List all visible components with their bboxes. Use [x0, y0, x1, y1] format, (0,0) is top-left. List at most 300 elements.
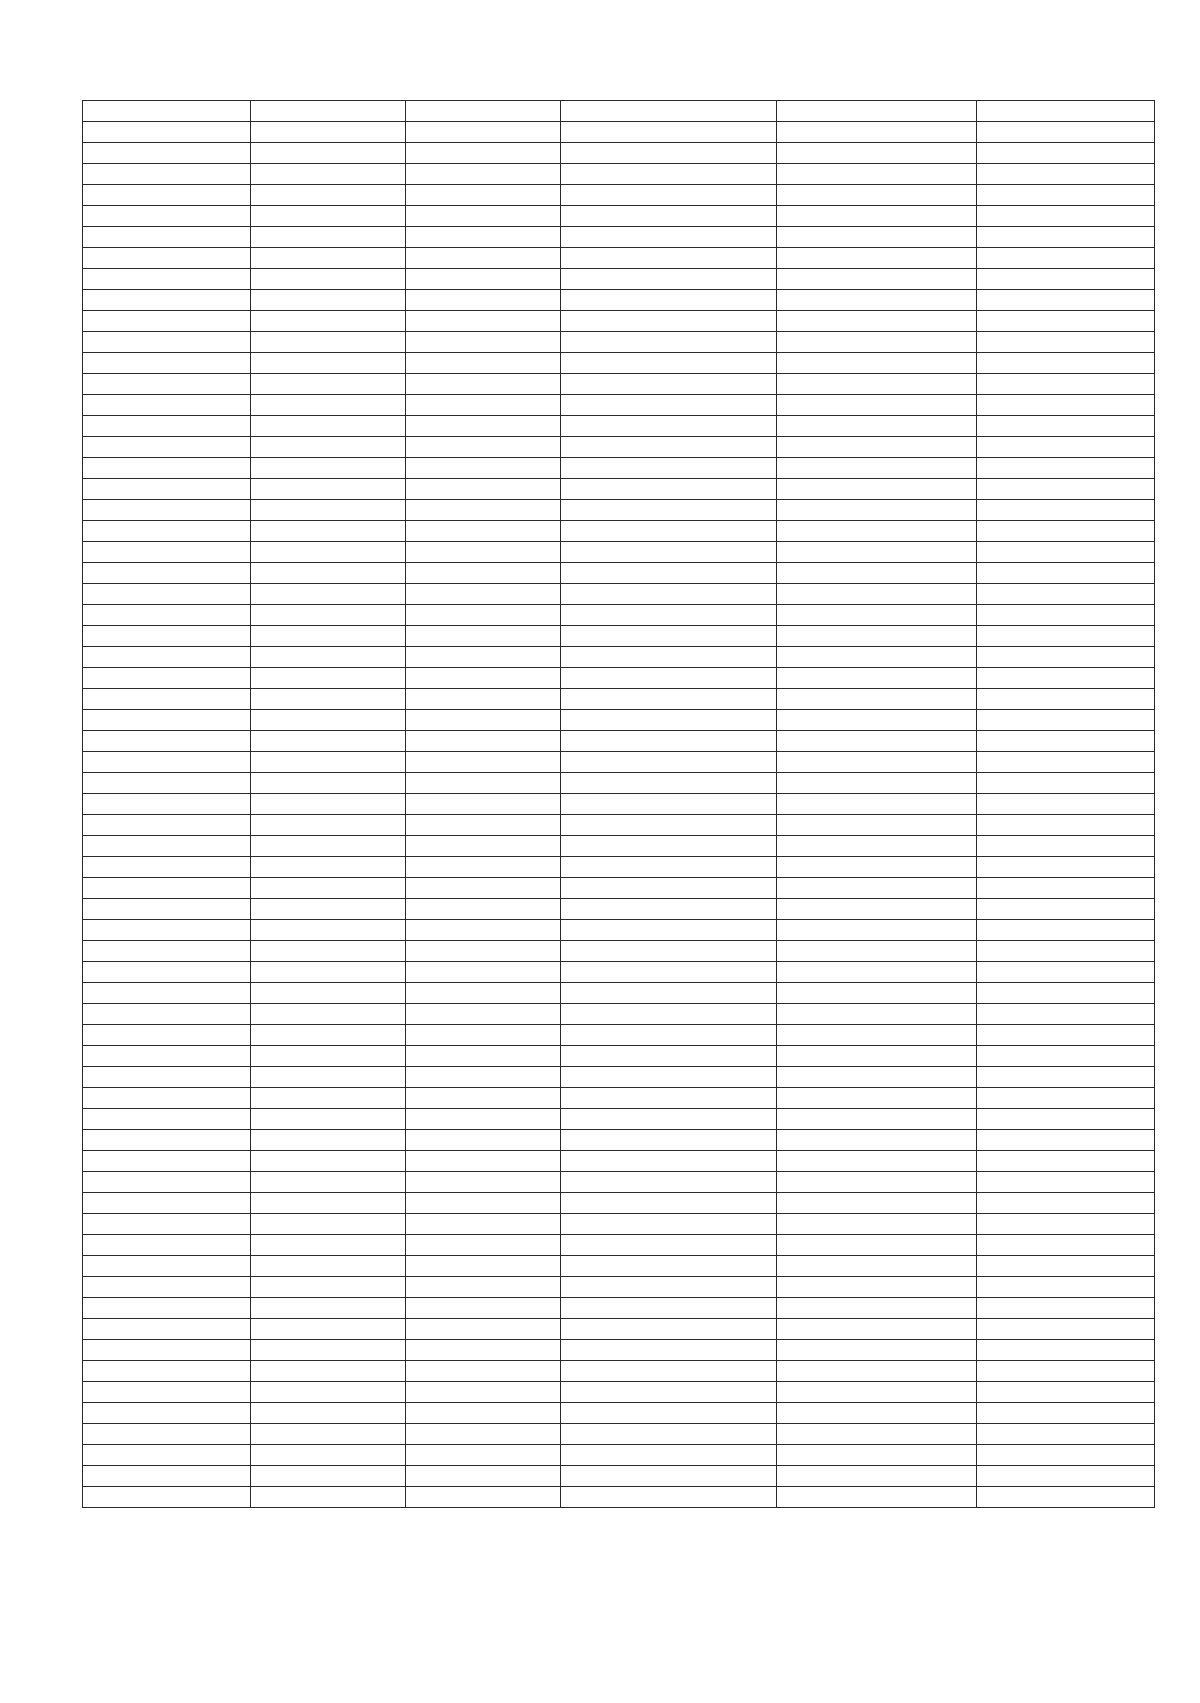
point-number-cell [83, 1172, 251, 1193]
y-coordinate-cell [406, 1235, 561, 1256]
accuracy-cell [777, 1088, 977, 1109]
method-cell [561, 1046, 777, 1067]
point-number-cell [83, 416, 251, 437]
accuracy-cell [777, 248, 977, 269]
accuracy-cell [777, 395, 977, 416]
accuracy-cell [777, 1235, 977, 1256]
x-coordinate-cell [251, 374, 406, 395]
point-number-cell [83, 1361, 251, 1382]
note-cell [977, 773, 1155, 794]
accuracy-cell [777, 752, 977, 773]
table-row [83, 1130, 1155, 1151]
x-coordinate-cell [251, 1298, 406, 1319]
table-row [83, 773, 1155, 794]
table-row [83, 1088, 1155, 1109]
table-row [83, 605, 1155, 626]
method-cell [561, 1067, 777, 1088]
note-cell [977, 710, 1155, 731]
note-cell [977, 584, 1155, 605]
x-coordinate-cell [251, 1004, 406, 1025]
method-cell [561, 1487, 777, 1508]
note-cell [977, 458, 1155, 479]
y-coordinate-cell [406, 290, 561, 311]
point-number-cell [83, 101, 251, 122]
accuracy-cell [777, 1256, 977, 1277]
table-row [83, 1382, 1155, 1403]
accuracy-cell [777, 458, 977, 479]
table-row [83, 227, 1155, 248]
y-coordinate-cell [406, 1298, 561, 1319]
x-coordinate-cell [251, 248, 406, 269]
point-number-cell [83, 122, 251, 143]
y-coordinate-cell [406, 752, 561, 773]
y-coordinate-cell [406, 710, 561, 731]
note-cell [977, 1298, 1155, 1319]
method-cell [561, 1235, 777, 1256]
note-cell [977, 1361, 1155, 1382]
note-cell [977, 269, 1155, 290]
point-number-cell [83, 311, 251, 332]
y-coordinate-cell [406, 458, 561, 479]
accuracy-cell [777, 1487, 977, 1508]
accuracy-cell [777, 416, 977, 437]
x-coordinate-cell [251, 983, 406, 1004]
method-cell [561, 1277, 777, 1298]
method-cell [561, 983, 777, 1004]
table-row [83, 1004, 1155, 1025]
point-number-cell [83, 920, 251, 941]
accuracy-cell [777, 206, 977, 227]
y-coordinate-cell [406, 1277, 561, 1298]
note-cell [977, 899, 1155, 920]
table-row [83, 962, 1155, 983]
note-cell [977, 248, 1155, 269]
y-coordinate-cell [406, 374, 561, 395]
point-number-cell [83, 668, 251, 689]
point-number-cell [83, 1298, 251, 1319]
y-coordinate-cell [406, 836, 561, 857]
y-coordinate-cell [406, 1109, 561, 1130]
point-number-cell [83, 794, 251, 815]
method-cell [561, 395, 777, 416]
y-coordinate-cell [406, 689, 561, 710]
note-cell [977, 1046, 1155, 1067]
x-coordinate-cell [251, 857, 406, 878]
point-number-cell [83, 332, 251, 353]
table-row [83, 290, 1155, 311]
accuracy-cell [777, 290, 977, 311]
note-cell [977, 164, 1155, 185]
x-coordinate-cell [251, 920, 406, 941]
method-cell [561, 1130, 777, 1151]
method-cell [561, 773, 777, 794]
method-cell [561, 1466, 777, 1487]
note-cell [977, 353, 1155, 374]
y-coordinate-cell [406, 773, 561, 794]
point-number-cell [83, 1340, 251, 1361]
table-row [83, 647, 1155, 668]
accuracy-cell [777, 878, 977, 899]
x-coordinate-cell [251, 584, 406, 605]
table-row [83, 857, 1155, 878]
point-number-cell [83, 1424, 251, 1445]
point-number-cell [83, 752, 251, 773]
point-number-cell [83, 437, 251, 458]
x-coordinate-cell [251, 332, 406, 353]
table-row [83, 479, 1155, 500]
point-number-cell [83, 1466, 251, 1487]
point-number-cell [83, 1214, 251, 1235]
table-row [83, 563, 1155, 584]
table-row [83, 1151, 1155, 1172]
note-cell [977, 878, 1155, 899]
x-coordinate-cell [251, 101, 406, 122]
note-cell [977, 1319, 1155, 1340]
y-coordinate-cell [406, 269, 561, 290]
note-cell [977, 1382, 1155, 1403]
y-coordinate-cell [406, 1088, 561, 1109]
note-cell [977, 605, 1155, 626]
x-coordinate-cell [251, 269, 406, 290]
point-number-cell [83, 1382, 251, 1403]
method-cell [561, 1382, 777, 1403]
accuracy-cell [777, 983, 977, 1004]
table-row [83, 983, 1155, 1004]
table-row [83, 584, 1155, 605]
y-coordinate-cell [406, 122, 561, 143]
method-cell [561, 332, 777, 353]
point-number-cell [83, 164, 251, 185]
table-row [83, 899, 1155, 920]
accuracy-cell [777, 143, 977, 164]
note-cell [977, 1235, 1155, 1256]
x-coordinate-cell [251, 1319, 406, 1340]
y-coordinate-cell [406, 1067, 561, 1088]
point-number-cell [83, 689, 251, 710]
point-number-cell [83, 815, 251, 836]
point-number-cell [83, 1445, 251, 1466]
y-coordinate-cell [406, 563, 561, 584]
accuracy-cell [777, 1151, 977, 1172]
table-row [83, 542, 1155, 563]
method-cell [561, 1361, 777, 1382]
method-cell [561, 584, 777, 605]
point-number-cell [83, 857, 251, 878]
point-number-cell [83, 626, 251, 647]
note-cell [977, 1004, 1155, 1025]
y-coordinate-cell [406, 542, 561, 563]
y-coordinate-cell [406, 1193, 561, 1214]
y-coordinate-cell [406, 479, 561, 500]
table-row [83, 794, 1155, 815]
accuracy-cell [777, 332, 977, 353]
note-cell [977, 185, 1155, 206]
note-cell [977, 962, 1155, 983]
note-cell [977, 1025, 1155, 1046]
table-row [83, 353, 1155, 374]
point-number-cell [83, 731, 251, 752]
note-cell [977, 983, 1155, 1004]
x-coordinate-cell [251, 1088, 406, 1109]
table-row [83, 500, 1155, 521]
accuracy-cell [777, 1130, 977, 1151]
x-coordinate-cell [251, 1382, 406, 1403]
x-coordinate-cell [251, 185, 406, 206]
method-cell [561, 542, 777, 563]
y-coordinate-cell [406, 1151, 561, 1172]
accuracy-cell [777, 1403, 977, 1424]
point-number-cell [83, 521, 251, 542]
table-row [83, 1298, 1155, 1319]
accuracy-cell [777, 1172, 977, 1193]
x-coordinate-cell [251, 1445, 406, 1466]
accuracy-cell [777, 1382, 977, 1403]
table-row [83, 626, 1155, 647]
table-row [83, 1025, 1155, 1046]
x-coordinate-cell [251, 164, 406, 185]
accuracy-cell [777, 605, 977, 626]
y-coordinate-cell [406, 1172, 561, 1193]
method-cell [561, 1424, 777, 1445]
x-coordinate-cell [251, 1109, 406, 1130]
point-number-cell [83, 1004, 251, 1025]
x-coordinate-cell [251, 563, 406, 584]
x-coordinate-cell [251, 227, 406, 248]
x-coordinate-cell [251, 941, 406, 962]
table-row [83, 1445, 1155, 1466]
x-coordinate-cell [251, 1193, 406, 1214]
y-coordinate-cell [406, 521, 561, 542]
accuracy-cell [777, 731, 977, 752]
x-coordinate-cell [251, 458, 406, 479]
note-cell [977, 1088, 1155, 1109]
point-number-cell [83, 290, 251, 311]
note-cell [977, 752, 1155, 773]
point-number-cell [83, 1046, 251, 1067]
table-row [83, 269, 1155, 290]
y-coordinate-cell [406, 1214, 561, 1235]
table-row [83, 1109, 1155, 1130]
point-number-cell [83, 1319, 251, 1340]
accuracy-cell [777, 500, 977, 521]
x-coordinate-cell [251, 437, 406, 458]
point-number-cell [83, 1256, 251, 1277]
y-coordinate-cell [406, 437, 561, 458]
y-coordinate-cell [406, 1046, 561, 1067]
x-coordinate-cell [251, 815, 406, 836]
table-row [83, 1466, 1155, 1487]
table-row [83, 1235, 1155, 1256]
x-coordinate-cell [251, 542, 406, 563]
table-row [83, 185, 1155, 206]
accuracy-cell [777, 1424, 977, 1445]
point-number-cell [83, 395, 251, 416]
note-cell [977, 542, 1155, 563]
method-cell [561, 710, 777, 731]
table-row [83, 941, 1155, 962]
accuracy-cell [777, 227, 977, 248]
note-cell [977, 122, 1155, 143]
y-coordinate-cell [406, 185, 561, 206]
method-cell [561, 437, 777, 458]
x-coordinate-cell [251, 353, 406, 374]
table-row [83, 332, 1155, 353]
note-cell [977, 437, 1155, 458]
table-row [83, 1046, 1155, 1067]
method-cell [561, 143, 777, 164]
accuracy-cell [777, 269, 977, 290]
y-coordinate-cell [406, 857, 561, 878]
method-cell [561, 374, 777, 395]
note-cell [977, 374, 1155, 395]
accuracy-cell [777, 689, 977, 710]
point-number-cell [83, 1277, 251, 1298]
x-coordinate-cell [251, 626, 406, 647]
table-row [83, 374, 1155, 395]
method-cell [561, 311, 777, 332]
x-coordinate-cell [251, 1130, 406, 1151]
method-cell [561, 500, 777, 521]
note-cell [977, 731, 1155, 752]
note-cell [977, 920, 1155, 941]
accuracy-cell [777, 962, 977, 983]
accuracy-cell [777, 1067, 977, 1088]
table-row [83, 920, 1155, 941]
accuracy-cell [777, 1214, 977, 1235]
method-cell [561, 563, 777, 584]
table-row [83, 731, 1155, 752]
accuracy-cell [777, 1004, 977, 1025]
x-coordinate-cell [251, 1340, 406, 1361]
note-cell [977, 311, 1155, 332]
y-coordinate-cell [406, 1004, 561, 1025]
x-coordinate-cell [251, 668, 406, 689]
table-row [83, 458, 1155, 479]
y-coordinate-cell [406, 395, 561, 416]
accuracy-cell [777, 794, 977, 815]
note-cell [977, 941, 1155, 962]
x-coordinate-cell [251, 290, 406, 311]
table-row [83, 1487, 1155, 1508]
accuracy-cell [777, 857, 977, 878]
method-cell [561, 290, 777, 311]
y-coordinate-cell [406, 899, 561, 920]
y-coordinate-cell [406, 647, 561, 668]
table-row [83, 1256, 1155, 1277]
accuracy-cell [777, 920, 977, 941]
table-row [83, 248, 1155, 269]
table-row [83, 416, 1155, 437]
method-cell [561, 164, 777, 185]
point-number-cell [83, 1193, 251, 1214]
y-coordinate-cell [406, 164, 561, 185]
method-cell [561, 1151, 777, 1172]
x-coordinate-cell [251, 1403, 406, 1424]
x-coordinate-cell [251, 1256, 406, 1277]
point-number-cell [83, 962, 251, 983]
point-number-cell [83, 605, 251, 626]
method-cell [561, 794, 777, 815]
accuracy-cell [777, 1319, 977, 1340]
method-cell [561, 899, 777, 920]
x-coordinate-cell [251, 1214, 406, 1235]
x-coordinate-cell [251, 899, 406, 920]
x-coordinate-cell [251, 752, 406, 773]
point-number-cell [83, 479, 251, 500]
x-coordinate-cell [251, 878, 406, 899]
x-coordinate-cell [251, 1151, 406, 1172]
method-cell [561, 605, 777, 626]
x-coordinate-cell [251, 773, 406, 794]
point-number-cell [83, 1088, 251, 1109]
note-cell [977, 1172, 1155, 1193]
note-cell [977, 1151, 1155, 1172]
accuracy-cell [777, 521, 977, 542]
accuracy-cell [777, 773, 977, 794]
y-coordinate-cell [406, 1382, 561, 1403]
accuracy-cell [777, 542, 977, 563]
table-row [83, 1172, 1155, 1193]
y-coordinate-cell [406, 1466, 561, 1487]
accuracy-cell [777, 353, 977, 374]
note-cell [977, 563, 1155, 584]
x-coordinate-cell [251, 206, 406, 227]
table-row [83, 1403, 1155, 1424]
note-cell [977, 479, 1155, 500]
table-row [83, 815, 1155, 836]
y-coordinate-cell [406, 878, 561, 899]
accuracy-cell [777, 1361, 977, 1382]
note-cell [977, 1445, 1155, 1466]
method-cell [561, 1172, 777, 1193]
y-coordinate-cell [406, 101, 561, 122]
point-number-cell [83, 227, 251, 248]
y-coordinate-cell [406, 962, 561, 983]
y-coordinate-cell [406, 584, 561, 605]
point-number-cell [83, 500, 251, 521]
method-cell [561, 1256, 777, 1277]
note-cell [977, 1277, 1155, 1298]
y-coordinate-cell [406, 1487, 561, 1508]
y-coordinate-cell [406, 1403, 561, 1424]
accuracy-cell [777, 101, 977, 122]
method-cell [561, 920, 777, 941]
method-cell [561, 458, 777, 479]
note-cell [977, 1403, 1155, 1424]
x-coordinate-cell [251, 731, 406, 752]
note-cell [977, 1067, 1155, 1088]
x-coordinate-cell [251, 605, 406, 626]
table-row [83, 164, 1155, 185]
table-row [83, 1319, 1155, 1340]
note-cell [977, 500, 1155, 521]
note-cell [977, 1424, 1155, 1445]
method-cell [561, 416, 777, 437]
accuracy-cell [777, 1277, 977, 1298]
method-cell [561, 878, 777, 899]
method-cell [561, 1298, 777, 1319]
x-coordinate-cell [251, 794, 406, 815]
method-cell [561, 815, 777, 836]
accuracy-cell [777, 584, 977, 605]
point-number-cell [83, 941, 251, 962]
y-coordinate-cell [406, 815, 561, 836]
table-row [83, 1340, 1155, 1361]
y-coordinate-cell [406, 1130, 561, 1151]
method-cell [561, 101, 777, 122]
method-cell [561, 1319, 777, 1340]
y-coordinate-cell [406, 794, 561, 815]
